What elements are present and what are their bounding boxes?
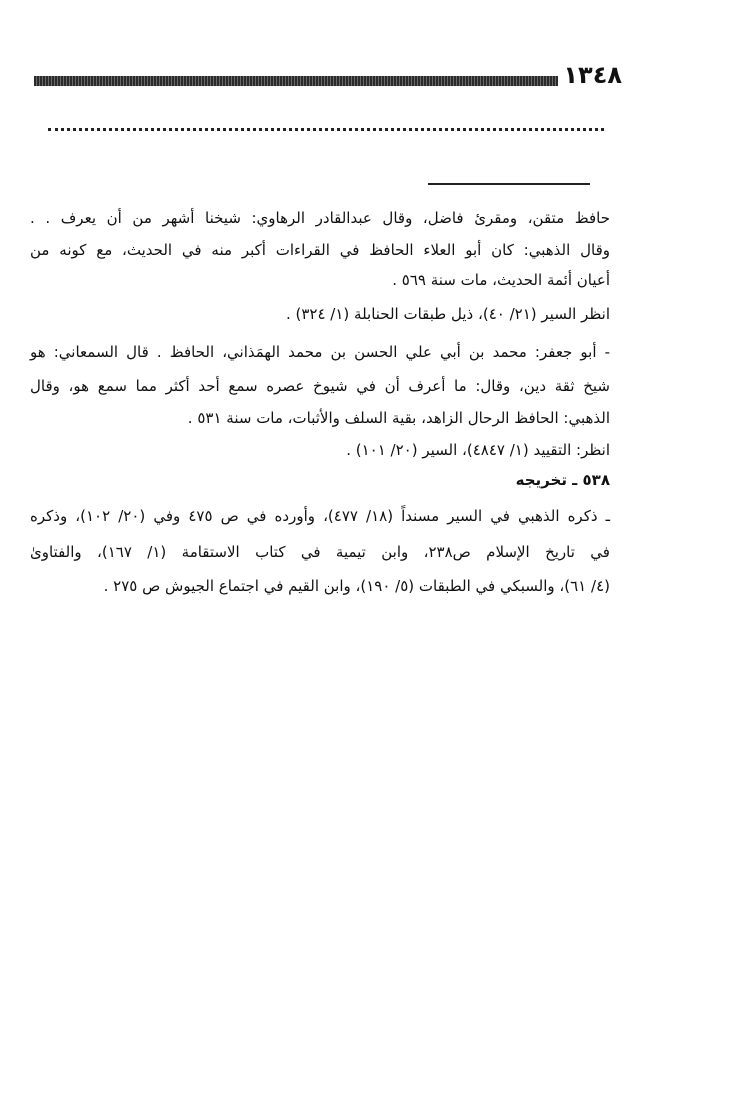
footnote-rule (428, 183, 590, 185)
takhrij-heading: ٥٣٨ ـ تخريجه (515, 471, 610, 489)
footnote-line: حافظ متقن، ومقرئ فاضل، وقال عبدالقادر الرهاوي: شيخنا أشهر من أن يعرف . . (30, 209, 610, 227)
takhrij-line: (٤/ ٦١)، والسبكي في الطبقات (٥/ ١٩٠)، وابن القيم في اجتماع الجيوش ص ٢٧٥ . (103, 577, 610, 595)
footnote-line: انظر: التقييد (١/ ٤٨٤٧)، السير (٢٠/ ١٠١) . (346, 441, 610, 459)
footnote-line: أعيان أئمة الحديث، مات سنة ٥٦٩ . (392, 271, 610, 289)
takhrij-line: في تاريخ الإسلام ص٢٣٨، وابن تيمية في كتاب الاستقامة (١/ ١٦٧)، والفتاوىٰ (30, 543, 610, 561)
dotted-separator (48, 128, 604, 133)
footnote-line: - أبو جعفر: محمد بن أبي علي الحسن بن محمد الهمَذاني، الحافظ . قال السمعاني: هو (30, 343, 610, 361)
page-number: ١٣٤٨ (563, 61, 622, 89)
header-rule (34, 76, 558, 86)
footnote-line: انظر السير (٢١/ ٤٠)، ذيل طبقات الحنابلة (١/ ٣٢٤) . (285, 305, 610, 323)
footnote-line: الذهبي: الحافظ الرحال الزاهد، بقية السلف والأثبات، مات سنة ٥٣١ . (187, 409, 610, 427)
footnote-line: شيخ ثقة دين، وقال: ما أعرف أن في شيوخ عصره سمع أحد أكثر مما سمع هو، وقال (30, 377, 610, 395)
takhrij-line: ـ ذكره الذهبي في السير مسنداً (١٨/ ٤٧٧)، وأورده في ص ٤٧٥ وفي (٢٠/ ١٠٢)، وذكره (30, 507, 610, 525)
footnote-line: وقال الذهبي: كان أبو العلاء الحافظ في القراءات أكبر منه في الحديث، مع كونه من (30, 241, 610, 259)
